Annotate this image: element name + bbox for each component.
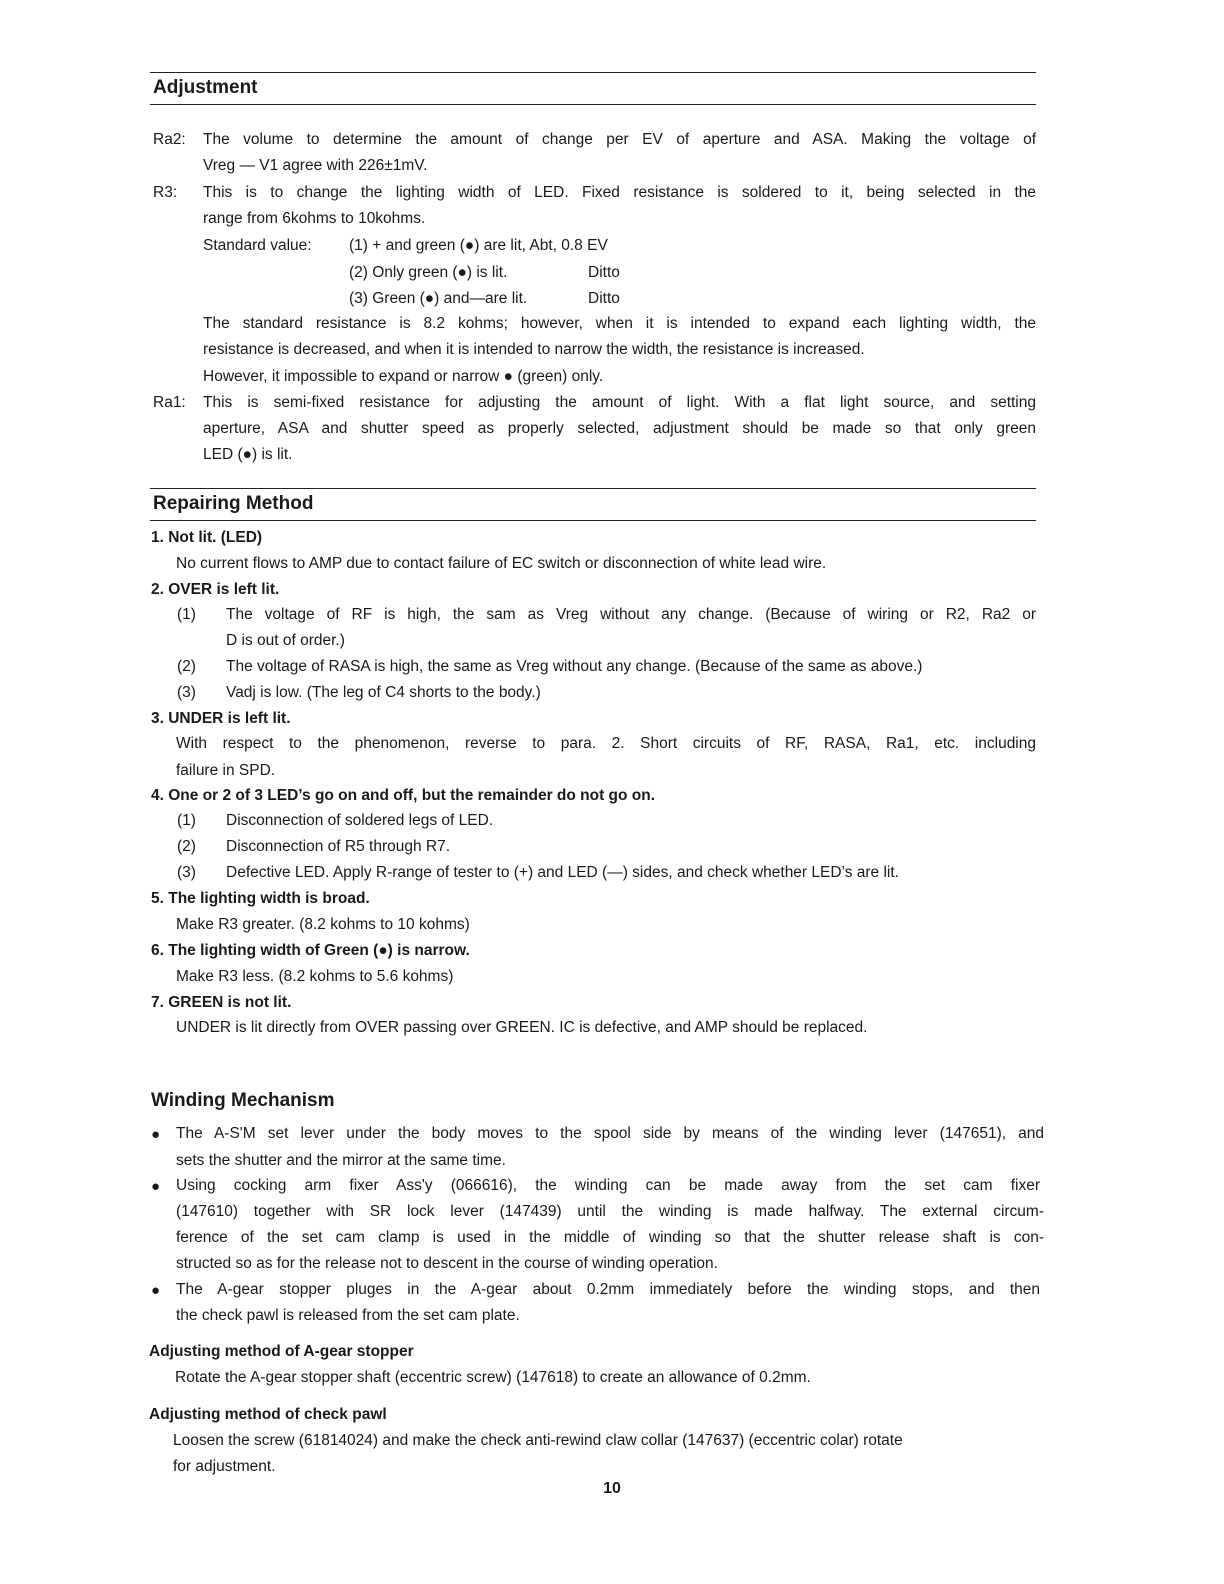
r3-paragraph-1: The standard resistance is 8.2 kohms; however, when it is intended to expand each lighting width, the <box>203 315 1036 332</box>
r3-text-1: This is to change the lighting width of LED. Fixed resistance is soldered to it, being selected in the <box>203 184 1036 201</box>
standard-value-3: (3) Green (●) and—are lit. <box>349 290 528 307</box>
standard-value-1: (1) + and green (●) are lit, Abt, 0.8 EV <box>349 237 608 254</box>
ra2-text-2: Vreg — V1 agree with 226±1mV. <box>203 157 428 174</box>
standard-value-2: (2) Only green (●) is lit. <box>349 264 508 281</box>
repair-item-3-text-b: failure in SPD. <box>176 762 276 779</box>
repair-item-2-3-num: (3) <box>177 684 196 701</box>
repair-item-2-2-num: (2) <box>177 658 196 675</box>
winding-bullet-3-line-2: the check pawl is released from the set cam plate. <box>176 1307 520 1324</box>
ra2-label: Ra2: <box>153 131 186 148</box>
bullet-dot-3: ● <box>151 1282 161 1299</box>
repair-item-4-1-num: (1) <box>177 812 196 829</box>
adjusting-a-gear-heading: Adjusting method of A-gear stopper <box>149 1343 414 1360</box>
ra2-text-1: The volume to determine the amount of change per EV of aperture and ASA. Making the voltage of <box>203 131 1036 148</box>
repair-item-4-2-text: Disconnection of R5 through R7. <box>226 838 451 855</box>
repair-item-2-1-num: (1) <box>177 606 196 623</box>
ra1-text-2: aperture, ASA and shutter speed as properly selected, adjustment should be made so that only green <box>203 420 1036 437</box>
standard-value-3-ditto: Ditto <box>588 290 620 307</box>
r3-label: R3: <box>153 184 178 201</box>
r3-paragraph-3: However, it impossible to expand or narrow ● (green) only. <box>203 368 604 385</box>
repair-item-2-1-text-a: The voltage of RF is high, the sam as Vreg without any change. (Because of wiring or R2, Ra2 or <box>226 606 1036 623</box>
bullet-dot-2: ● <box>151 1178 161 1195</box>
repair-item-4-1-text: Disconnection of soldered legs of LED. <box>226 812 494 829</box>
repair-item-5-text: Make R3 greater. (8.2 kohms to 10 kohms) <box>176 916 470 933</box>
adjusting-a-gear-text: Rotate the A-gear stopper shaft (eccentric screw) (147618) to create an allowance of 0.2mm. <box>175 1369 811 1386</box>
repair-item-4-3-num: (3) <box>177 864 196 881</box>
standard-value-2-ditto: Ditto <box>588 264 620 281</box>
repair-item-4-heading: 4. One or 2 of 3 LED’s go on and off, but the remainder do not go on. <box>151 787 656 804</box>
repair-item-7-heading: 7. GREEN is not lit. <box>151 994 292 1011</box>
repair-item-2-2-text: The voltage of RASA is high, the same as Vreg without any change. (Because of the same as above.) <box>226 658 923 675</box>
repair-item-7-text: UNDER is lit directly from OVER passing over GREEN. IC is defective, and AMP should be replaced. <box>176 1019 868 1036</box>
repairing-title: Repairing Method <box>153 493 314 514</box>
repair-item-1-text: No current flows to AMP due to contact failure of EC switch or disconnection of white lead wire. <box>176 555 827 572</box>
page-number: 10 <box>603 1480 621 1497</box>
adjusting-check-pawl-heading: Adjusting method of check pawl <box>149 1406 387 1423</box>
ra1-label: Ra1: <box>153 394 186 411</box>
winding-bullet-1-line-1: The A-S'M set lever under the body moves to the spool side by means of the winding lever (147651), and <box>176 1125 1044 1142</box>
winding-bullet-3-line-1: The A-gear stopper pluges in the A-gear about 0.2mm immediately before the winding stops, and then <box>176 1281 1040 1298</box>
winding-bullet-1-line-2: sets the shutter and the mirror at the same time. <box>176 1152 506 1169</box>
winding-bullet-2-line-2: (147610) together with SR lock lever (147439) until the winding is made halfway. The external circum- <box>176 1203 1044 1220</box>
repair-item-4-2-num: (2) <box>177 838 196 855</box>
winding-bullet-2-line-3: ference of the set cam clamp is used in the middle of winding so that the shutter release shaft is con- <box>176 1229 1044 1246</box>
repair-item-5-heading: 5. The lighting width is broad. <box>151 890 370 907</box>
winding-bullet-2-line-1: Using cocking arm fixer Ass'y (066616), the winding can be made away from the set cam fixer <box>176 1177 1040 1194</box>
repair-item-2-3-text: Vadj is low. (The leg of C4 shorts to the body.) <box>226 684 541 701</box>
repair-item-2-heading: 2. OVER is left lit. <box>151 581 280 598</box>
repair-item-3-heading: 3. UNDER is left lit. <box>151 710 291 727</box>
winding-title: Winding Mechanism <box>151 1090 335 1111</box>
rule-under-adjustment <box>150 104 1036 105</box>
ra1-text-1: This is semi-fixed resistance for adjusting the amount of light. With a flat light source, and setting <box>203 394 1036 411</box>
winding-bullet-2-line-4: structed so as for the release not to descent in the course of winding operation. <box>176 1255 718 1272</box>
repair-item-3-text-a: With respect to the phenomenon, reverse to para. 2. Short circuits of RF, RASA, Ra1, etc. including <box>176 735 1036 752</box>
repair-item-4-3-text: Defective LED. Apply R-range of tester to (+) and LED (—) sides, and check whether LED’s are lit. <box>226 864 899 881</box>
bullet-dot-1: ● <box>151 1126 161 1143</box>
r3-text-2: range from 6kohms to 10kohms. <box>203 210 426 227</box>
repair-item-6-text: Make R3 less. (8.2 kohms to 5.6 kohms) <box>176 968 454 985</box>
rule-above-repairing <box>150 488 1036 489</box>
adjusting-check-pawl-text-2: for adjustment. <box>173 1458 276 1475</box>
rule-top <box>150 72 1036 73</box>
repair-item-1-heading: 1. Not lit. (LED) <box>151 529 263 546</box>
adjusting-check-pawl-text-1: Loosen the screw (61814024) and make the check anti-rewind claw collar (147637) (eccentric colar) rotate <box>173 1432 903 1449</box>
standard-value-label: Standard value: <box>203 237 312 254</box>
rule-under-repairing <box>150 520 1036 521</box>
ra1-text-3: LED (●) is lit. <box>203 446 293 463</box>
r3-paragraph-2: resistance is decreased, and when it is intended to narrow the width, the resistance is increased. <box>203 341 865 358</box>
adjustment-title: Adjustment <box>153 77 258 98</box>
repair-item-6-heading: 6. The lighting width of Green (●) is narrow. <box>151 942 470 959</box>
repair-item-2-1-text-b: D is out of order.) <box>226 632 345 649</box>
